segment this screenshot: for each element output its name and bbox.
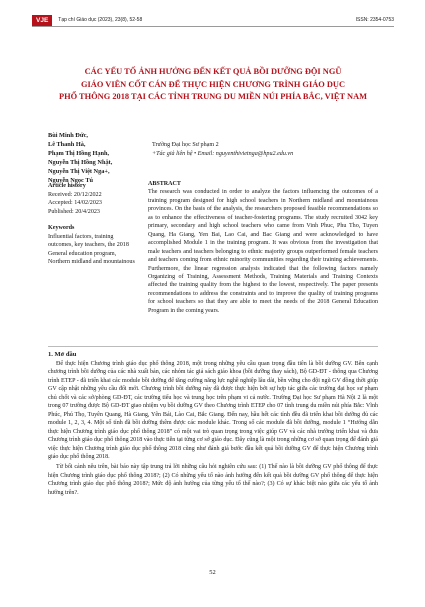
section-body: [48, 360, 378, 497]
accepted-date: Accepted: 14/02/2023: [48, 200, 102, 206]
abstract-heading: ABSTRACT: [148, 181, 181, 187]
title-line: PHỔ THÔNG 2018 TẠI CÁC TỈNH TRUNG DU MIỀN NÚI PHÍA BẮC, VIỆT NAM: [58, 92, 368, 101]
article-title: [40, 66, 386, 104]
article-history: [48, 182, 136, 216]
keywords: [48, 224, 138, 267]
journal-logo: VJE: [32, 15, 52, 26]
section-divider: [48, 346, 378, 347]
author: Nguyễn Thị Hồng Nhật,: [48, 159, 113, 167]
affiliation: [152, 141, 382, 158]
author: Lê Thanh Hà,: [48, 141, 86, 149]
journal-citation: Tạp chí Giáo dục (2023), 23(8), 52-58: [58, 17, 143, 23]
keywords-text: Influential factors, training outcomes, key teachers, the 2018 General education program, Northern midland and mountainous: [48, 233, 135, 265]
history-heading: Article history: [48, 183, 86, 189]
page-number: 52: [209, 569, 216, 576]
author: Phạm Thị Hồng Hạnh,: [48, 150, 110, 158]
author: Nguyễn Thị Việt Nga+,: [48, 168, 110, 176]
author: Bùi Minh Đức,: [48, 132, 88, 139]
received-date: Received: 20/12/2022: [48, 191, 102, 198]
author-list: [48, 131, 160, 186]
journal-header: [32, 14, 394, 27]
published-date: Published: 20/4/2023: [48, 208, 100, 215]
institution: Trường Đại học Sư phạm 2: [152, 142, 219, 148]
abstract: [148, 180, 378, 315]
title-line: GIÁO VIÊN CỐT CÁN ĐỂ THỰC HIỆN CHƯƠNG TRÌNH GIÁO DỤC: [81, 79, 345, 89]
keywords-heading: Keywords: [48, 225, 75, 231]
paragraph: Từ bối cảnh nêu trên, bài báo này tập trung trả lời những câu hỏi nghiên cứu sau: (1) Thế nào là bồi dưỡng GV phổ thông để thực hiện Chương trình giáo dục phổ thông 2018?; (2) Có những yếu tố nào ảnh hưởng đến kết quả bồi dưỡng GV phổ thông để thực hiện Chương trình giáo dục phổ thông 2018?; Mức độ ảnh hưởng của từng yếu tố thế nào?; (3) Có sự khác biệt nào giữa các yếu tố ảnh hưởng trên?.: [48, 464, 378, 496]
title-line: CÁC YẾU TỐ ẢNH HƯỞNG ĐẾN KẾT QUẢ BỒI DƯỠNG ĐỘI NGŨ: [84, 67, 342, 76]
abstract-text: The research was conducted in order to analyze the factors influencing the outcomes of a training program designed for high school teachers in Northern midland and mountainous provinces. On the basis of the analysis, the researchers proposed feasible recommendations so as to enhance the effectiveness of teacher-fostering programs. The study recruited 3042 key primary, secondary and high school teachers who came from Vinh Phuc, Phu Tho, Tuyen Quang, Ha Giang, Yen Bai, Lao Cai, and Bac Giang and were acknowledged to have accomplished Module 1 in the training program. It was obvious from the investigation that male teachers and teachers belonging to ethnic majority groups outperformed female teachers and teachers coming from ethnic minority communities regarding their training achievements. Furthermore, the linear regression analysis indicated that the following factors namely Organizing of Training, Assessment Methods, Training Materials and Training Contexts affected the training quality from the highest to the lowest, respectively. The paper presents recommendations to address the constraints and to improve the quality of training programs for school teachers so that they are able to meet the needs of the 2018 General Education Program in the coming years.: [148, 189, 378, 314]
paragraph: Để thực hiện Chương trình giáo dục phổ thông 2018, một trong những yêu cầu quan trọng đầu tiên là bồi dưỡng GV. Bên cạnh chương trình bồi dưỡng của các nhà xuất bản, các nhóm tác giả sách giáo khoa (bồi dưỡng thay sách), Bộ GD-ĐT - thông qua Chương trình ETEP - đã triển khai các module bồi dưỡng để tăng cường năng lực nghề nghiệp lâu dài, bền vững cho đội ngũ GV đồng thời giúp GV cập nhật những yêu cầu đổi mới. Chương trình bồi dưỡng này đã được thực hiện bởi sự hợp tác giữa các trường đại học sư phạm chủ chốt và các sở/phòng GD-ĐT, các trường tiểu học và trung học trên phạm vi cả nước. Trường Đại học Sư phạm Hà Nội 2 là một trong 07 trường được Bộ GD-ĐT giao nhiệm vụ bồi dưỡng GV theo Chương trình ETEP cho 07 tỉnh trung du miền núi phía Bắc: Vĩnh Phúc, Phú Thọ, Tuyên Quang, Hà Giang, Yên Bái, Lào Cai, Bắc Giang. Đến nay, hầu hết các tỉnh đều đã triển khai bồi dưỡng đủ các module 1, 2, 3, 4. Một số tỉnh đã bồi dưỡng thêm được các module khác. Trong số các module đã bồi dưỡng, module 1 “Hướng dẫn thực hiện Chương trình giáo dục phổ thông 2018” có một vai trò quan trọng trong việc giúp GV và các nhà trường triển khai và đưa Chương trình giáo dục phổ thông 2018 vào thực tiễn tại từng cơ sở giáo dục. Đây cũng là một trong những cơ sở quan trọng để đánh giá việc thực hiện Chương trình giáo dục phổ thông 2018 cũng như đánh giá bước đầu kết quả bồi dưỡng GV để thực hiện Chương trình giáo dục phổ thông 2018.: [48, 361, 378, 460]
issn: ISSN: 2354-0753: [355, 17, 394, 23]
section-heading: 1. Mở đầu: [48, 351, 77, 358]
corresponding-email: +Tác giả liên hệ • Email: nguyenthivietnga@hpu2.edu.vn: [152, 150, 294, 157]
author: Nguyễn Ngọc Tú: [48, 177, 94, 185]
